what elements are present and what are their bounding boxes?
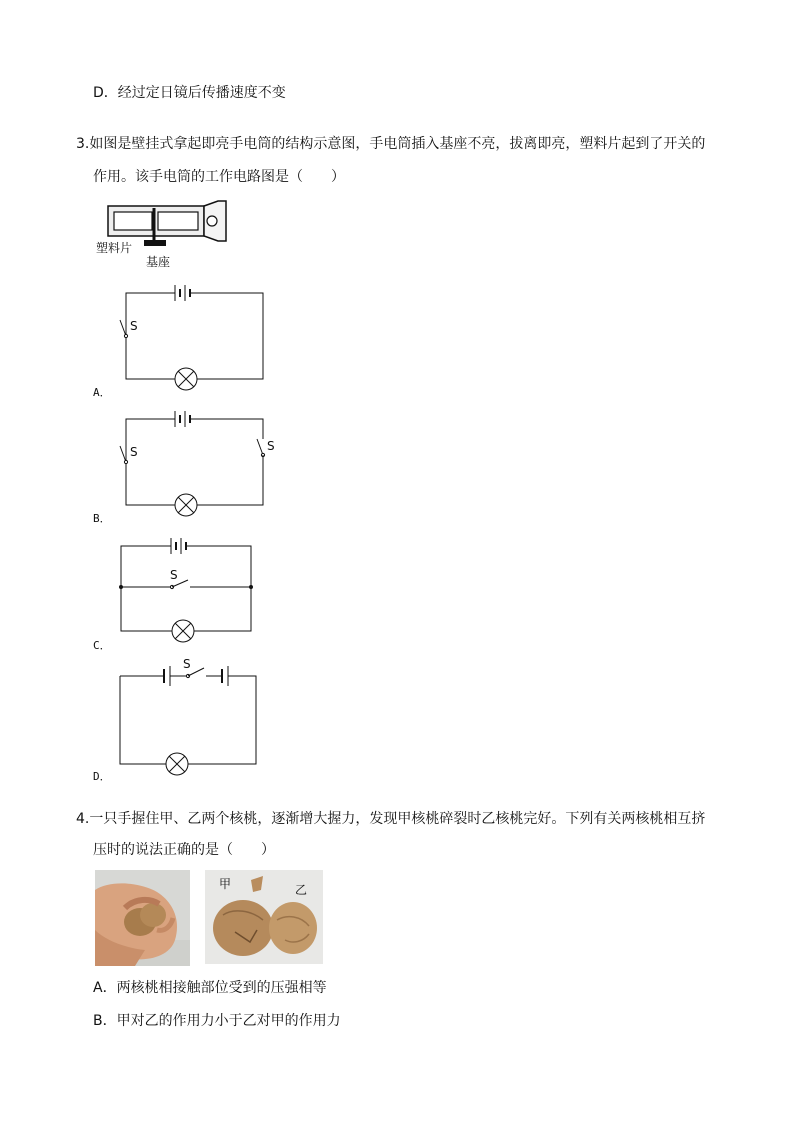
switch-label-c: S bbox=[170, 568, 178, 582]
circuit-b bbox=[118, 409, 278, 509]
bulb bbox=[207, 216, 217, 226]
battery-1 bbox=[114, 212, 152, 230]
q4-option-a: A．两核桃相接触部位受到的压强相等 bbox=[93, 980, 327, 996]
walnut-jia-label: 甲 bbox=[219, 877, 232, 891]
circuit-d bbox=[114, 659, 264, 774]
circuit-c bbox=[114, 537, 264, 642]
q4-stem-line2: 压时的说法正确的是（ ） bbox=[93, 842, 275, 858]
battery-2 bbox=[158, 212, 198, 230]
switch-label-b2: S bbox=[267, 439, 275, 453]
circuit-a bbox=[118, 283, 268, 383]
q3-stem-line2: 作用。该手电筒的工作电路图是（ ） bbox=[93, 169, 345, 185]
hand-holding-walnuts-photo bbox=[95, 870, 190, 966]
base-label: 基座 bbox=[146, 255, 171, 269]
q2-option-d: D．经过定日镜后传播速度不变 bbox=[93, 85, 286, 101]
option-a-label: A． bbox=[93, 386, 111, 399]
plastic-label: 塑料片 bbox=[96, 241, 133, 255]
option-b-label: B． bbox=[93, 512, 111, 525]
walnut-yi-label: 乙 bbox=[295, 883, 308, 897]
q4-option-b: B．甲对乙的作用力小于乙对甲的作用力 bbox=[93, 1013, 341, 1029]
option-d-label: D． bbox=[93, 770, 111, 783]
base bbox=[144, 240, 166, 246]
switch-label-a: S bbox=[130, 319, 138, 333]
flashlight-structure-figure bbox=[96, 200, 236, 270]
switch-label-d: S bbox=[183, 657, 191, 671]
option-c-label: C． bbox=[93, 639, 111, 652]
two-walnuts-photo bbox=[205, 870, 323, 964]
q3-stem-line1: 3.如图是壁挂式拿起即亮手电筒的结构示意图，手电筒插入基座不亮，拔离即亮，塑料片起到了开关的 bbox=[76, 136, 706, 152]
switch-label-b1: S bbox=[130, 445, 138, 459]
q4-stem-line1: 4.一只手握住甲、乙两个核桃，逐渐增大握力，发现甲核桃碎裂时乙核桃完好。下列有关两核桃相互挤 bbox=[76, 811, 706, 827]
